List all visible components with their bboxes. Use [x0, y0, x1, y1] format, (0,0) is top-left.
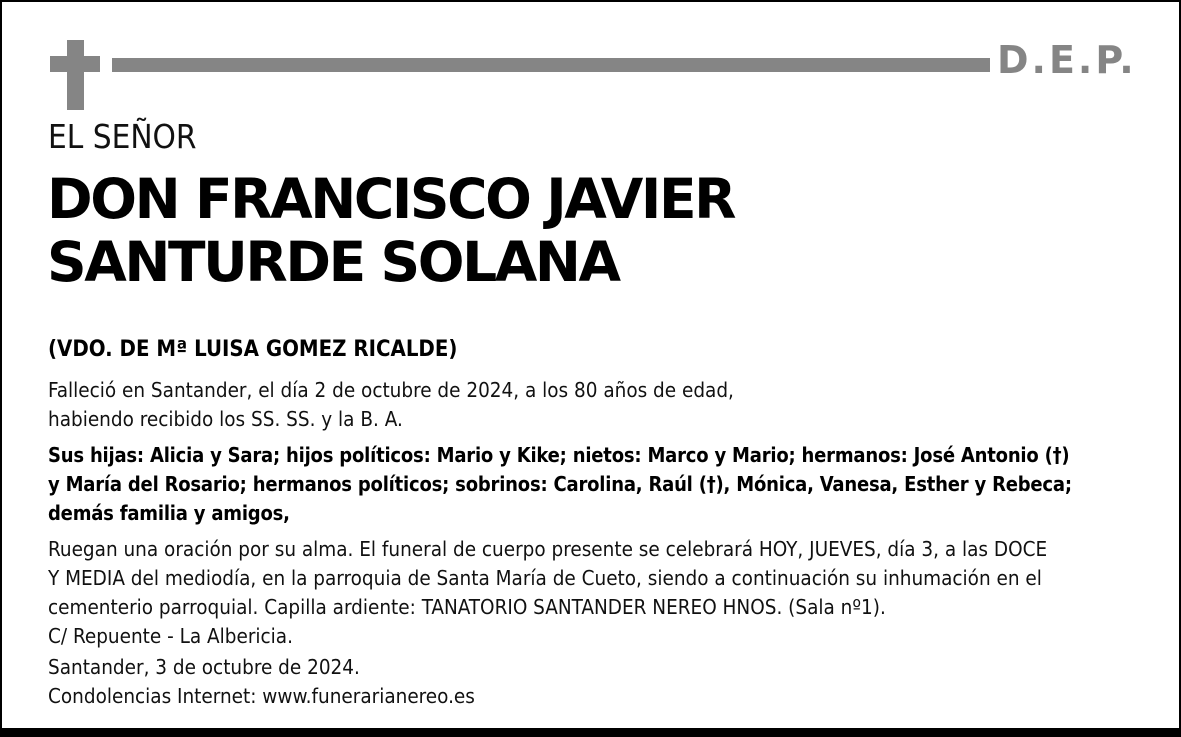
death-details: [48, 376, 1158, 434]
widow-of: (VDO. DE Mª LUISA GOMEZ RICALDE): [48, 337, 458, 362]
death-line: habiendo recibido los SS. SS. y la B. A.: [48, 407, 403, 431]
death-line: Falleció en Santander, el día 2 de octubre de 2024, a los 80 años de edad,: [48, 378, 734, 402]
cross-icon: [50, 40, 100, 110]
title-prefix: EL SEÑOR: [48, 117, 197, 156]
service-details: [48, 535, 1158, 651]
service-line: Y MEDIA del mediodía, en la parroquia de Santa María de Cueto, siendo a continuación su inhumación en el: [48, 566, 1042, 590]
service-line: Ruegan una oración por su alma. El funeral de cuerpo presente se celebrará HOY, JUEVES, día 3, a las DOCE: [48, 537, 1048, 561]
header-rule: [112, 58, 990, 72]
name-line-1: DON FRANCISCO JAVIER: [47, 167, 735, 231]
service-line: cementerio parroquial. Capilla ardiente: TANATORIO SANTANDER NEREO HNOS. (Sala nº1).: [48, 595, 886, 619]
deceased-name: [47, 168, 734, 294]
family-line: demás familia y amigos,: [48, 501, 290, 525]
footer: [48, 653, 1158, 711]
condolences-line: Condolencias Internet: www.funerarianereo.es: [48, 684, 475, 708]
name-line-2: SANTURDE SOLANA: [47, 230, 619, 294]
family-line: y María del Rosario; hermanos políticos; sobrinos: Carolina, Raúl (†), Mónica, Vanesa, Esther y Rebeca;: [48, 472, 1072, 496]
family-list: [48, 441, 1158, 528]
service-line: C/ Repuente - La Albericia.: [48, 624, 293, 648]
date-line: Santander, 3 de octubre de 2024.: [48, 655, 360, 679]
family-line: Sus hijas: Alicia y Sara; hijos políticos: Mario y Kike; nietos: Marco y Mario; hermanos: José Antonio (†): [48, 443, 1070, 467]
dep-label: D.E.P.: [997, 38, 1137, 82]
